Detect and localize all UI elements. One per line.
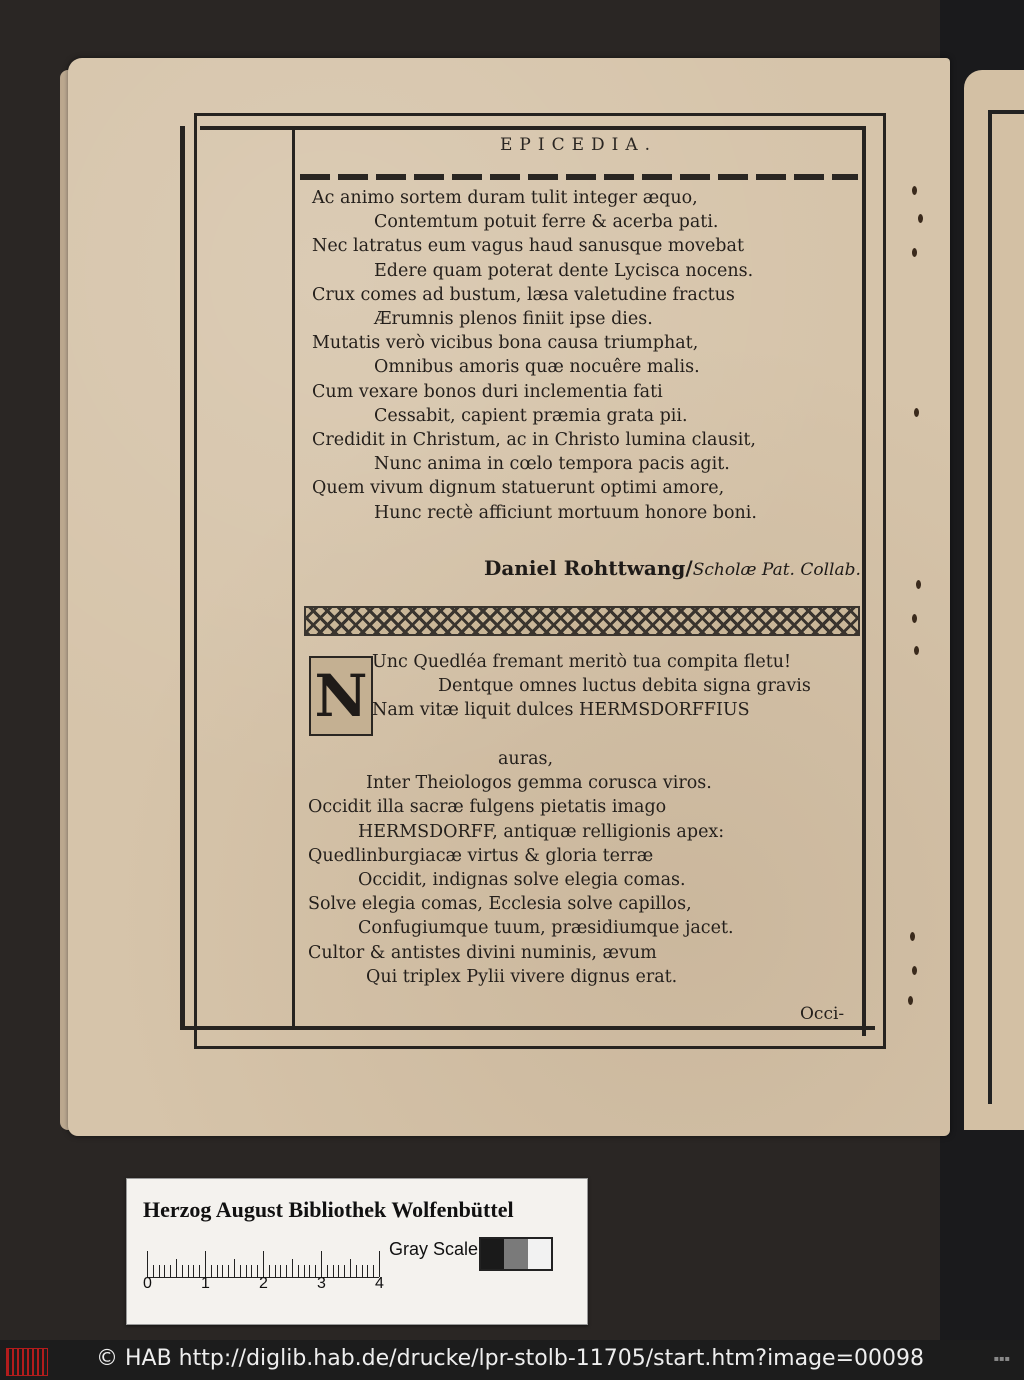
verse-line: Omnibus amoris quæ nocuêre malis. <box>374 357 700 378</box>
verse-line: Quedlinburgiacæ virtus & gloria terræ <box>308 845 654 866</box>
library-name: Herzog August Bibliothek Wolfenbüttel <box>143 1197 514 1222</box>
verse-line: Confugiumque tuum, præsidiumque jacet. <box>358 918 734 939</box>
ruler-tick <box>182 1265 183 1277</box>
verse-line: Credidit in Christum, ac in Christo lumina clausit, <box>312 430 756 451</box>
gray-swatch <box>528 1239 551 1269</box>
ruler-tick <box>188 1265 189 1277</box>
catchword: Occi- <box>800 1004 845 1024</box>
verse-line: HERMSDORFF, antiquæ relligionis apex: <box>358 821 725 842</box>
ruler-tick <box>222 1265 223 1277</box>
ruler-tick <box>234 1259 235 1277</box>
ruler-tick <box>246 1265 247 1277</box>
gray-scale-label: Gray Scale <box>389 1239 479 1259</box>
verse-line: Cultor & antistes divini numinis, ævum <box>308 942 657 963</box>
verse-line: auras, <box>498 749 554 769</box>
ruler-tick <box>251 1265 252 1277</box>
ruler-tick <box>292 1259 293 1277</box>
signature-title: Scholæ Pat. Collab. <box>692 560 861 580</box>
page-frame-right-rule <box>862 126 866 1036</box>
verse-line: Dentque omnes luctus debita signa gravis <box>438 676 811 697</box>
verse-line: Nunc anima in cœlo tempora pacis agit. <box>374 454 730 475</box>
ruler-tick <box>176 1259 177 1277</box>
library-label <box>126 1178 588 1325</box>
ruler-tick <box>263 1251 264 1277</box>
ruler-tick <box>379 1251 380 1277</box>
ruler-tick <box>356 1265 357 1277</box>
ruler-tick <box>298 1265 299 1277</box>
gray-swatch <box>504 1239 527 1269</box>
ruler-tick <box>228 1265 229 1277</box>
signature-name: Daniel Rohttwang/ <box>484 556 693 580</box>
ruler-tick <box>321 1251 322 1277</box>
ornamental-band <box>304 606 860 636</box>
verse-line: Unc Quedléa fremant meritò tua compita fletu! <box>372 652 792 672</box>
verse-line: Occidit illa sacræ fulgens pietatis imago <box>308 797 667 818</box>
ruler-tick <box>275 1265 276 1277</box>
ruler-tick <box>344 1265 345 1277</box>
ruler-tick <box>170 1265 171 1277</box>
ruler-tick <box>367 1265 368 1277</box>
ruler-tick <box>217 1265 218 1277</box>
ruler-tick <box>159 1265 160 1277</box>
copyright-url[interactable]: © HAB http://diglib.hab.de/drucke/lpr-stolb-11705/start.htm?image=00098 <box>96 1346 925 1371</box>
ruler-number: 2 <box>259 1275 268 1292</box>
verse-line: Ac animo sortem duram tulit integer æquo, <box>312 188 698 208</box>
hab-logo-icon <box>6 1348 48 1376</box>
verse-line: Edere quam poterat dente Lycisca nocens. <box>374 260 754 281</box>
verse-line: Contemtum potuit ferre & acerba pati. <box>374 212 719 233</box>
running-head: EPICEDIA. <box>500 135 658 155</box>
ruler-tick <box>338 1265 339 1277</box>
gray-scale-swatches <box>479 1237 553 1271</box>
ruler-tick <box>327 1265 328 1277</box>
poem-two-opening <box>372 650 811 723</box>
poem-two-body <box>308 747 734 989</box>
verse-line: Mutatis verò vicibus bona causa triumphat, <box>312 333 699 354</box>
ruler-number: 1 <box>201 1275 210 1292</box>
ruler-tick <box>164 1265 165 1277</box>
verse-line: Nec latratus eum vagus haud sanusque movebat <box>312 236 744 257</box>
ruler-number: 3 <box>317 1275 326 1292</box>
ruler-tick <box>280 1265 281 1277</box>
ruler-tick <box>362 1265 363 1277</box>
ruler-tick <box>304 1265 305 1277</box>
verse-line: Crux comes ad bustum, læsa valetudine fractus <box>312 284 735 305</box>
ruler-tick <box>211 1265 212 1277</box>
ruler-tick <box>269 1265 270 1277</box>
footer-bar <box>0 1340 1024 1380</box>
verse-line: Hunc rectè afficiunt mortuum honore boni. <box>374 502 757 523</box>
ruler-tick <box>147 1251 148 1277</box>
page-frame-left-rule <box>292 130 295 1026</box>
verse-line: Qui triplex Pylii vivere dignus erat. <box>366 966 678 987</box>
facing-page-frame <box>988 110 1024 1104</box>
ruler-number: 4 <box>375 1275 384 1292</box>
verse-line: Solve elegia comas, Ecclesia solve capillos, <box>308 894 692 915</box>
signature <box>484 556 861 580</box>
footer-mark: ▪▪▪ <box>993 1354 1010 1363</box>
verse-line: Inter Theiologos gemma corusca viros. <box>366 773 712 794</box>
ruler-tick <box>333 1265 334 1277</box>
ruler-tick <box>240 1265 241 1277</box>
ruler-tick <box>309 1265 310 1277</box>
verse-line: Quem vivum dignum statuerunt optimi amore, <box>312 478 725 499</box>
ruler-tick <box>153 1265 154 1277</box>
ruler-tick <box>193 1265 194 1277</box>
ruler-tick <box>205 1251 206 1277</box>
verse-line: Occidit, indignas solve elegia comas. <box>358 870 686 891</box>
poem-one <box>312 186 757 525</box>
page-frame-top-rule <box>200 126 866 130</box>
verse-line: Cum vexare bonos duri inclementia fati <box>312 381 663 402</box>
verse-line: Ærumnis plenos finiit ipse dies. <box>374 309 653 330</box>
ruler-tick <box>350 1259 351 1277</box>
scale-ruler <box>147 1247 379 1278</box>
verse-line: Cessabit, capient præmia grata pii. <box>374 405 688 426</box>
ruler-number: 0 <box>143 1275 152 1292</box>
head-rule <box>300 174 858 180</box>
verse-line: Nam vitæ liquit dulces HERMSDORFFIUS <box>372 700 750 721</box>
gray-swatch <box>481 1239 504 1269</box>
decorated-initial: N <box>309 656 373 736</box>
ruler-tick <box>286 1265 287 1277</box>
